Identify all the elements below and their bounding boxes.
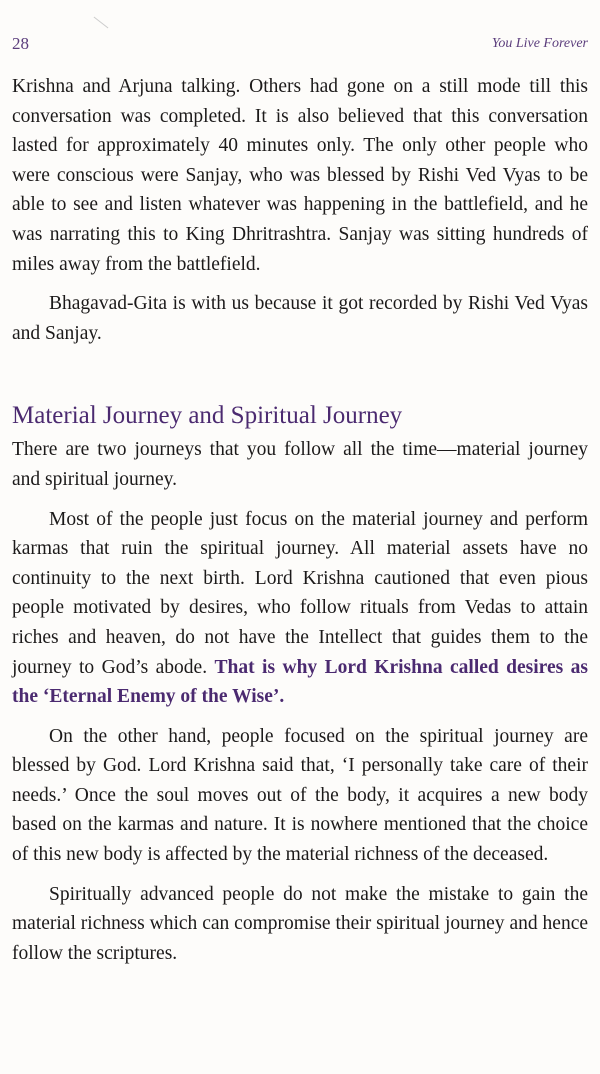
paragraph-continued: Krishna and Arjuna talking. Others had gone on a still mode till this conversation was completed. It is also believed that this conversation lasted for approximately 40 minutes only. The only other people who were conscious were Sanjay, who was blessed by Rishi Ved Vyas to be able to see and listen whatever was happening in the battlefield, and he was narrating this to King Dhritrashtra. Sanjay was sitting hundreds of miles away from the battlefield. [12,76,588,275]
page-header [12,34,588,56]
paragraph-material-journey [12,505,588,712]
paper-mark [94,17,109,29]
section-heading: Material Journey and Spiritual Journey [12,402,403,430]
paragraph-spiritual-journey: On the other hand, people focused on the spiritual journey are blessed by God. Lord Krishna said that, ‘I personally take care of their needs.’ Once the soul moves out of the body, it acquires a new body based on the karmas and nature. It is nowhere mentioned that the choice of this new body is affected by the material richness of the deceased. [12,725,588,866]
page-number: 28 [12,34,29,53]
emphasis-quote: That is why Lord Krishna called desires as the ‘Eternal Enemy of the Wise’. [12,656,589,708]
paragraph-text: Most of the people just focus on the material journey and perform karmas that ruin the spiritual journey. All material assets have no continuity to the next birth. Lord Krishna cautioned that even pious people motivated by desires, who follow rituals from Vedas to attain riches and heaven, do not have the Intellect that guides them to the journey to God’s abode. [12,508,588,678]
paragraph-two-journeys: There are two journeys that you follow all the time—material journey and spiritual journey. [12,439,588,490]
paragraph-bhagavad-gita: Bhagavad-Gita is with us because it got recorded by Rishi Ved Vyas and Sanjay. [12,293,588,344]
paragraph-spiritually-advanced: Spiritually advanced people do not make the mistake to gain the material richness which can compromise their spiritual journey and hence follow the scriptures. [12,883,588,964]
running-title: You Live Forever [491,36,588,51]
page-content [12,72,588,968]
